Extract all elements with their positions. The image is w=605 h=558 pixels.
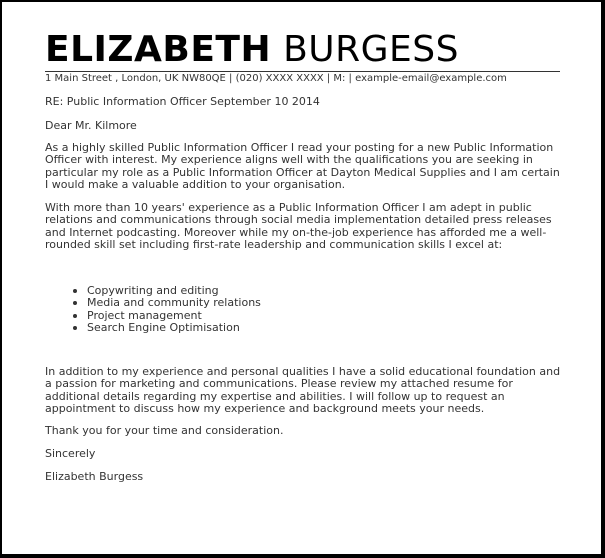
letter-page <box>2 2 601 554</box>
last-name: BURGESS <box>283 29 459 70</box>
list-item: Search Engine Optimisation <box>87 322 587 334</box>
contact-line: 1 Main Street , London, UK NW80QE | (020) XXXX XXXX | M: | example-email@example.com <box>45 73 507 84</box>
list-item: Media and community relations <box>87 297 587 309</box>
skills-list <box>45 285 587 334</box>
first-name: ELIZABETH <box>45 29 272 70</box>
signature-name: Elizabeth Burgess <box>45 470 144 483</box>
paragraph-intro: As a highly skilled Public Information Officer I read your posting for a new Public Information Officer with interest. My experience aligns well with the qualifications you are seeking in particular my role as a Public Information Officer at Dayton Medical Supplies and I am certain I would make a valuable addition to your organisation. <box>45 141 560 191</box>
header-divider <box>45 71 560 72</box>
list-item: Project management <box>87 310 587 322</box>
salutation: Dear Mr. Kilmore <box>45 119 137 132</box>
paragraph-education: In addition to my experience and personal qualities I have a solid educational foundation and a passion for marketing and communications. Please review my attached resume for additional details regarding my expertise and abilities. I will follow up to request an appointment to discuss how my experience and background meets your needs. <box>45 365 561 415</box>
closing: Sincerely <box>45 447 96 460</box>
paragraph-experience: With more than 10 years' experience as a Public Information Officer I am adept in public relations and communications through social media implementation detailed press releases and Internet podcasting. Moreover while my on-the-job experience has afforded me a well-rounded skill set including first-rate leadership and communication skills I excel at: <box>45 201 552 251</box>
list-item: Copywriting and editing <box>87 285 587 297</box>
thanks-line: Thank you for your time and consideration. <box>45 424 284 437</box>
subject-line: RE: Public Information Officer September 10 2014 <box>45 95 320 108</box>
applicant-name <box>45 30 459 70</box>
